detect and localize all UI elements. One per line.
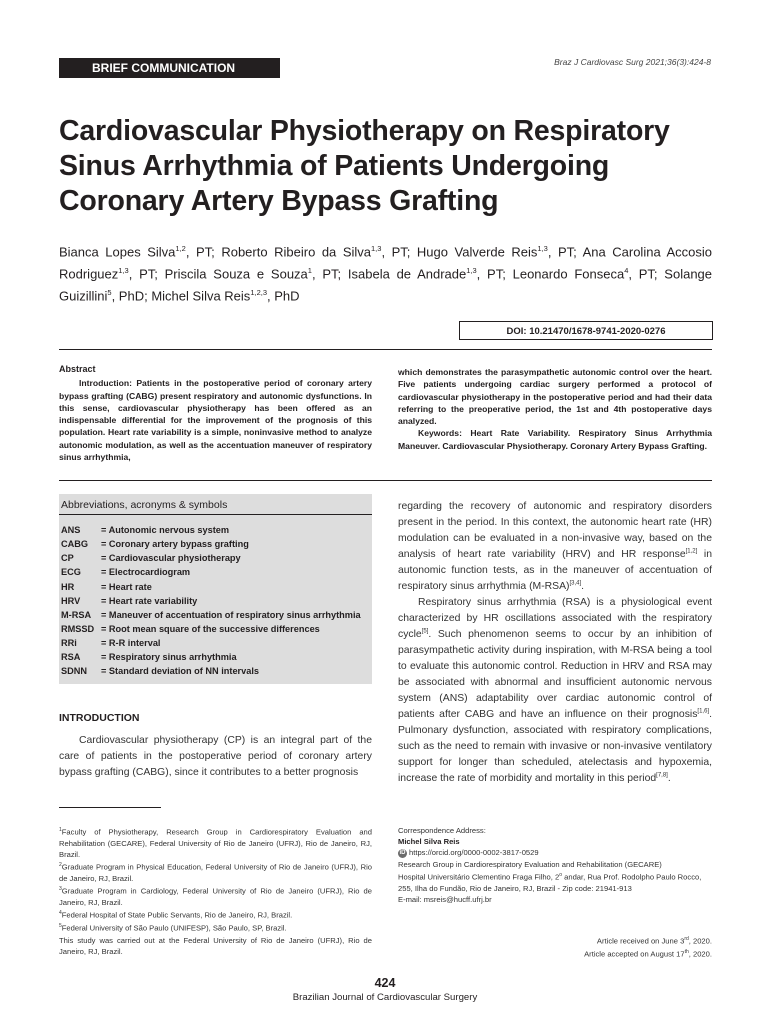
author-affiliation: 1,3: [371, 244, 382, 253]
correspondence-block: [398, 825, 712, 905]
article-dates: [584, 934, 712, 959]
citation-ref[interactable]: [5]: [421, 628, 429, 635]
abstract-heading: Abstract: [59, 364, 96, 374]
abstract-top-rule: [59, 349, 712, 350]
abstract-left-column: [59, 363, 372, 463]
correspondence-group: Research Group in Cardiorespiratory Evaluation and Rehabilitation (GECARE): [398, 859, 662, 869]
author-degree: , PT;: [128, 266, 165, 282]
abbreviation-row: [61, 608, 361, 622]
abbreviation-definition: = Heart rate variability: [101, 595, 198, 606]
author-affiliation: 1,3: [537, 244, 548, 253]
abbreviation-definition: = Autonomic nervous system: [101, 525, 230, 535]
orcid-icon: iD: [399, 849, 406, 856]
author-name: Solange Guizillini: [59, 266, 713, 303]
abbreviation-term: HRV: [61, 595, 81, 606]
author-name: Bianca Lopes Silva: [59, 244, 176, 260]
article-title: Cardiovascular Physiotherapy on Respiratory Sinus Arrhythmia of Patients Undergoing Coronary Artery Bypass Grafting: [59, 115, 670, 217]
introduction-heading: INTRODUCTION: [59, 712, 140, 724]
abbreviation-definition: = Standard deviation of NN intervals: [101, 666, 260, 677]
body-paragraph-1: regarding the recovery of autonomic and respiratory disorders present in the period. In this context, the autonomic heart rate (HR) modulation can be evaluated in a non-invasive way, based on the analysis of heart rate variability (HRV) and HR response[1,2] in autonomic function tests, as in the maneuver of accentuation of respiratory sinus arrhythmia (M-RSA)[3,4].: [398, 501, 712, 592]
citation-ref[interactable]: [7,8]: [656, 772, 668, 779]
author-degree: , PT;: [381, 244, 417, 260]
study-note: This study was carried out at the Federal University of Rio de Janeiro (UFRJ), Rio de Janeiro, RJ, Brazil.: [59, 936, 372, 957]
abbreviation-definition: = Coronary artery bypass grafting: [101, 539, 249, 550]
abbreviations-list: [61, 523, 361, 679]
abbreviation-definition: = R-R interval: [101, 638, 161, 649]
author-name: Roberto Ribeiro da Silva: [221, 244, 371, 260]
intro-paragraph-1: Cardiovascular physiotherapy (CP) is an integral part of the care of patients in the postoperative period of coronary artery bypass grafting (CABG), since it contributes to a better prognosis: [59, 735, 372, 778]
author-degree: , PT;: [185, 244, 222, 260]
correspondence-address: Hospital Universitário Clementino Fraga Filho, 2$^o$ andar, Rua Prof. Rodolpho Paulo Rocco, 255, Ilha do Fundão, Rio de Janeiro, RJ, Brazil - Zip code: 21941-913: [398, 871, 702, 893]
abbreviation-definition: = Maneuver of accentuation of respiratory sinus arrhythmia: [101, 609, 361, 620]
author-degree: , PT;: [311, 266, 348, 282]
author-affiliation: 4: [624, 265, 629, 275]
author-degree: , PhD;: [111, 287, 152, 303]
abbreviation-row: [61, 664, 361, 678]
abbreviations-rule: [59, 514, 372, 515]
abstract-text-right: which demonstrates the parasympathetic autonomic control over the heart. Five patients undergoing cardiac surgery performed a protocol of cardiovascular physiotherapy in the postoperative period and had their data referring to the preoperative period, the 1st and 4th postoperative days analyzed.: [398, 367, 712, 427]
affiliation-footnote: $^2$Graduate Program in Physical Education, Federal University of Rio de Janeiro (UFRJ), Rio de Janeiro, RJ, Brazil.: [59, 862, 372, 883]
abstract-keywords: Keywords: Heart Rate Variability. Respiratory Sinus Arrhythmia Maneuver. Cardiovascular Physiotherapy. Coronary Artery Bypass Grafting.: [398, 428, 712, 451]
affiliation-footnote: $^5$Federal University of São Paulo (UNIFESP), São Paulo, SP, Brazil.: [59, 922, 287, 933]
abbreviation-term: RMSSD: [61, 623, 95, 634]
author-degree: , PhD: [267, 287, 300, 303]
abbreviation-term: HR: [61, 581, 75, 592]
abbreviation-row: [61, 650, 361, 664]
affiliation-footnote: $^3$Graduate Program in Cardiology, Federal University of Rio de Janeiro (UFRJ), Rio de Janeiro, RJ, Brazil.: [59, 886, 372, 907]
correspondence-label: Correspondence Address:: [398, 826, 486, 835]
orcid-link[interactable]: https://orcid.org/0000-0002-3817-0529: [409, 848, 539, 858]
received-date: Article received on June 3rd, 2020.: [596, 936, 712, 946]
abbreviations-box: [59, 494, 372, 684]
author-affiliation: 1: [307, 265, 312, 275]
journal-name: Brazilian Journal of Cardiovascular Surgery: [292, 992, 478, 1003]
abbreviation-row: [61, 594, 361, 608]
page-number: 424: [374, 976, 396, 990]
orcid-line: [398, 847, 712, 858]
abbreviation-definition: = Cardiovascular physiotherapy: [101, 553, 241, 564]
accepted-date: Article accepted on August 17th, 2020.: [584, 948, 712, 959]
author-name: Michel Silva Reis: [151, 287, 251, 303]
abstract-right-column: [398, 366, 712, 452]
author-name: Hugo Valverde Reis: [416, 244, 538, 260]
abbreviation-term: CP: [61, 553, 74, 564]
body-paragraph-2: Respiratory sinus arrhythmia (RSA) is a physiological event characterized by HR oscillations associated with the respiratory cycle[5]. Such phenomenon seems to occur by an inhibition of parasympathetic activity during inspiration, with M-RSA being a tool to evaluate this autonomic control. Reduction in HRV and RSA may be associated with abnormal and insufficient autonomic nervous system (ANS) adaptability over cardiac autonomic control of patients after CABG and have an influence on their prognosis[1,6]. Pulmonary dysfunction, associated with respiratory complications, such as the need to remain with invasive or non-invasive ventilatory support for longer than scheduled, atelectasis and hypoxemia, increase the rate of morbidity and mortality in this period[7,8].: [398, 597, 712, 784]
citation-ref[interactable]: [1,6]: [697, 708, 710, 715]
doi-box[interactable]: DOI: 10.21470/1678-9741-2020-0276: [459, 321, 713, 340]
author-name: Ana Carolina Accosio Rodriguez: [59, 244, 713, 282]
body-right-column: [398, 499, 712, 787]
abbreviation-term: ANS: [61, 525, 81, 535]
author-name: Priscila Souza e Souza: [164, 266, 308, 282]
introduction-paragraph: [59, 733, 372, 781]
citation-ref[interactable]: [1,2]: [685, 548, 698, 555]
abbreviation-row: [61, 622, 361, 636]
section-badge: BRIEF COMMUNICATION: [59, 58, 280, 78]
footnote-rule: [59, 807, 161, 808]
abbreviation-row: [61, 580, 361, 594]
author-affiliation: 5: [107, 287, 112, 297]
abbreviation-term: CABG: [61, 539, 89, 550]
author-affiliation: 1,2: [175, 244, 186, 253]
abbreviation-definition: = Heart rate: [101, 581, 152, 592]
citation-ref[interactable]: [3,4]: [569, 580, 582, 587]
author-affiliation: 1,2,3: [250, 287, 267, 297]
abbreviation-definition: = Root mean square of the successive differences: [101, 623, 320, 634]
abbreviations-title: Abbreviations, acronyms & symbols: [61, 499, 228, 511]
author-degree: , PT;: [547, 244, 583, 260]
abbreviation-definition: = Electrocardiogram: [101, 567, 191, 578]
abbreviation-row: [61, 523, 361, 537]
abbreviation-row: [61, 551, 361, 565]
abbreviation-term: ECG: [61, 567, 81, 578]
affiliation-footnote: $^4$Federal Hospital of State Public Servants, Rio de Janeiro, RJ, Brazil.: [59, 910, 293, 920]
author-degree: , PT;: [476, 266, 513, 282]
abbreviation-term: RRi: [61, 638, 77, 649]
correspondence-email[interactable]: E-mail: msreis@hucff.ufrj.br: [398, 894, 492, 904]
affiliation-footnote: $^1$Faculty of Physiotherapy, Research Group in Cardiorespiratory Evaluation and Rehabilitation (GECARE), Federal University of Rio de Janeiro (UFRJ), Rio de Janeiro, RJ, Brazil.: [59, 827, 372, 859]
abbreviation-row: [61, 636, 361, 650]
correspondence-name: Michel Silva Reis: [398, 837, 460, 847]
journal-citation: Braz J Cardiovasc Surg 2021;36(3):424-8: [554, 57, 711, 67]
author-degree: , PT;: [628, 266, 665, 282]
abbreviation-definition: = Respiratory sinus arrhythmia: [101, 652, 237, 663]
author-name: Isabela de Andrade: [347, 266, 467, 282]
author-name: Leonardo Fonseca: [512, 266, 625, 282]
affiliation-footnotes: [59, 825, 372, 933]
abbreviation-term: RSA: [61, 652, 81, 663]
abbreviation-term: SDNN: [61, 666, 88, 677]
abstract-text-left: Introduction: Patients in the postoperative period of coronary artery bypass grafting (CABG) present respiratory and autonomic dysfunctions. In this sense, cardiovascular physiotherapy has been offered as an indispensable differential for the improvement of the prognosis of this population. Heart rate variability is a simple, noninvasive method to analyze autonomic modulation, as well as the accentuation maneuver of respiratory sinus arrhythmia,: [59, 378, 372, 463]
author-affiliation: 1,3: [118, 265, 129, 275]
abbreviation-term: M-RSA: [61, 609, 92, 620]
abbreviation-row: [61, 565, 361, 579]
author-list: [59, 240, 712, 305]
abbreviation-row: [61, 537, 361, 551]
abstract-bottom-rule: [59, 480, 712, 481]
author-affiliation: 1,3: [466, 265, 477, 275]
